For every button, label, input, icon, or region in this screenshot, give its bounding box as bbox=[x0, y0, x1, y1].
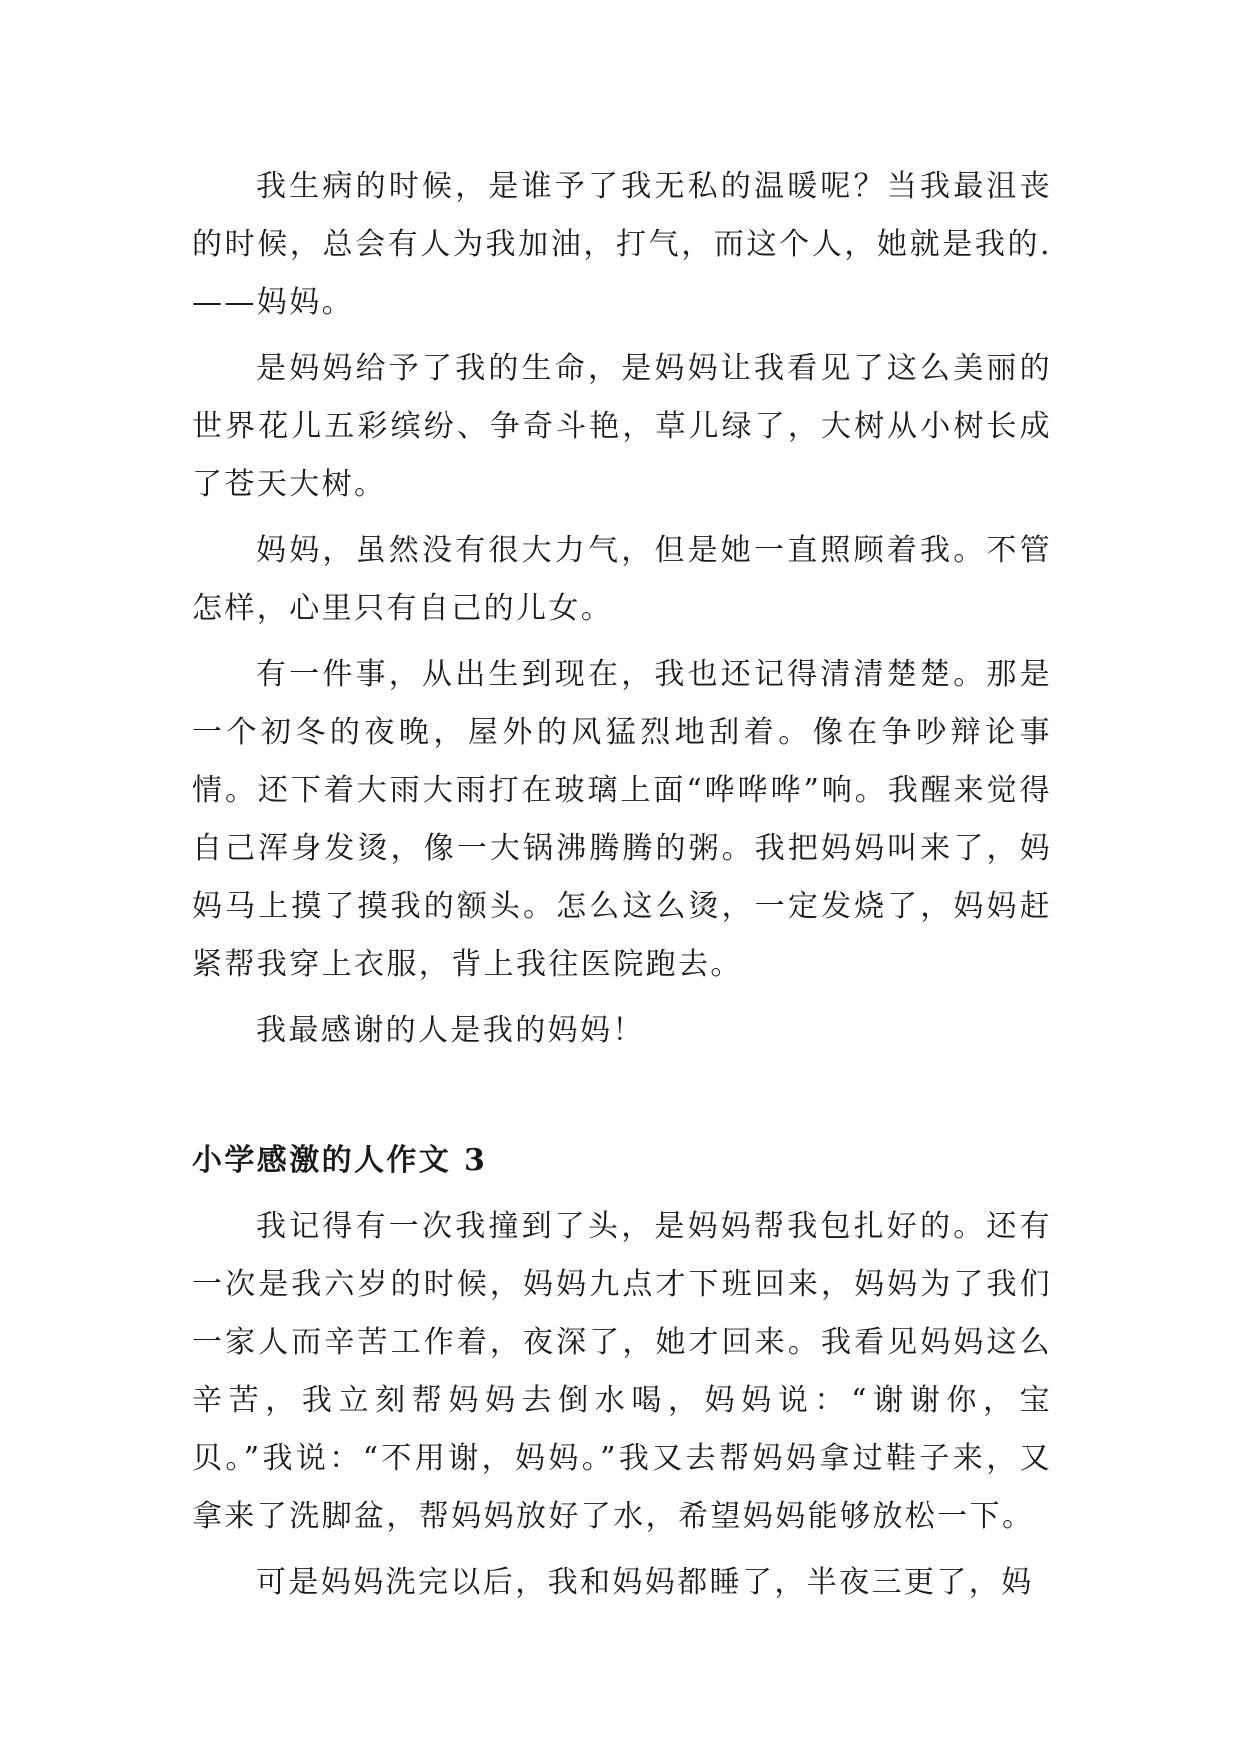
paragraph: 妈妈，虽然没有很大力气，但是她一直照顾着我。不管怎样，心里只有自己的儿女。 bbox=[192, 533, 1052, 626]
paragraph: 可是妈妈洗完以后，我和妈妈都睡了，半夜三更了，妈 bbox=[256, 1565, 1034, 1600]
paragraph: 我最感谢的人是我的妈妈！ bbox=[256, 1013, 645, 1048]
section-heading: 小学感激的人作文 3 bbox=[192, 1143, 488, 1178]
paragraph: 是妈妈给予了我的生命，是妈妈让我看见了这么美丽的世界花儿五彩缤纷、争奇斗艳，草儿绿了，大树从小树长成了苍天大树。 bbox=[192, 351, 1052, 502]
paragraph: 有一件事，从出生到现在，我也还记得清清楚楚。那是一个初冬的夜晚，屋外的风猛烈地刮着。像在争吵辩论事情。还下着大雨大雨打在玻璃上面“哗哗哗”响。我醒来觉得自己浑身发烫，像一大锅沸腾腾的粥。我把妈妈叫来了，妈妈马上摸了摸我的额头。怎么这么烫，一定发烧了，妈妈赶紧帮我穿上衣服，背上我往医院跑去。 bbox=[192, 657, 1052, 982]
paragraph: 我记得有一次我撞到了头，是妈妈帮我包扎好的。还有一次是我六岁的时候，妈妈九点才下班回来，妈妈为了我们一家人而辛苦工作着，夜深了，她才回来。我看见妈妈这么辛苦，我立刻帮妈妈去倒水喝，妈妈说：“谢谢你，宝贝。”我说：“不用谢，妈妈。”我又去帮妈妈拿过鞋子来，又拿来了洗脚盆，帮妈妈放好了水，希望妈妈能够放松一下。 bbox=[192, 1209, 1052, 1534]
paragraph: 我生病的时候，是谁予了我无私的温暖呢？当我最沮丧的时候，总会有人为我加油，打气，而这个人，她就是我的.——妈妈。 bbox=[192, 169, 1052, 320]
document-body bbox=[192, 158, 1052, 1620]
